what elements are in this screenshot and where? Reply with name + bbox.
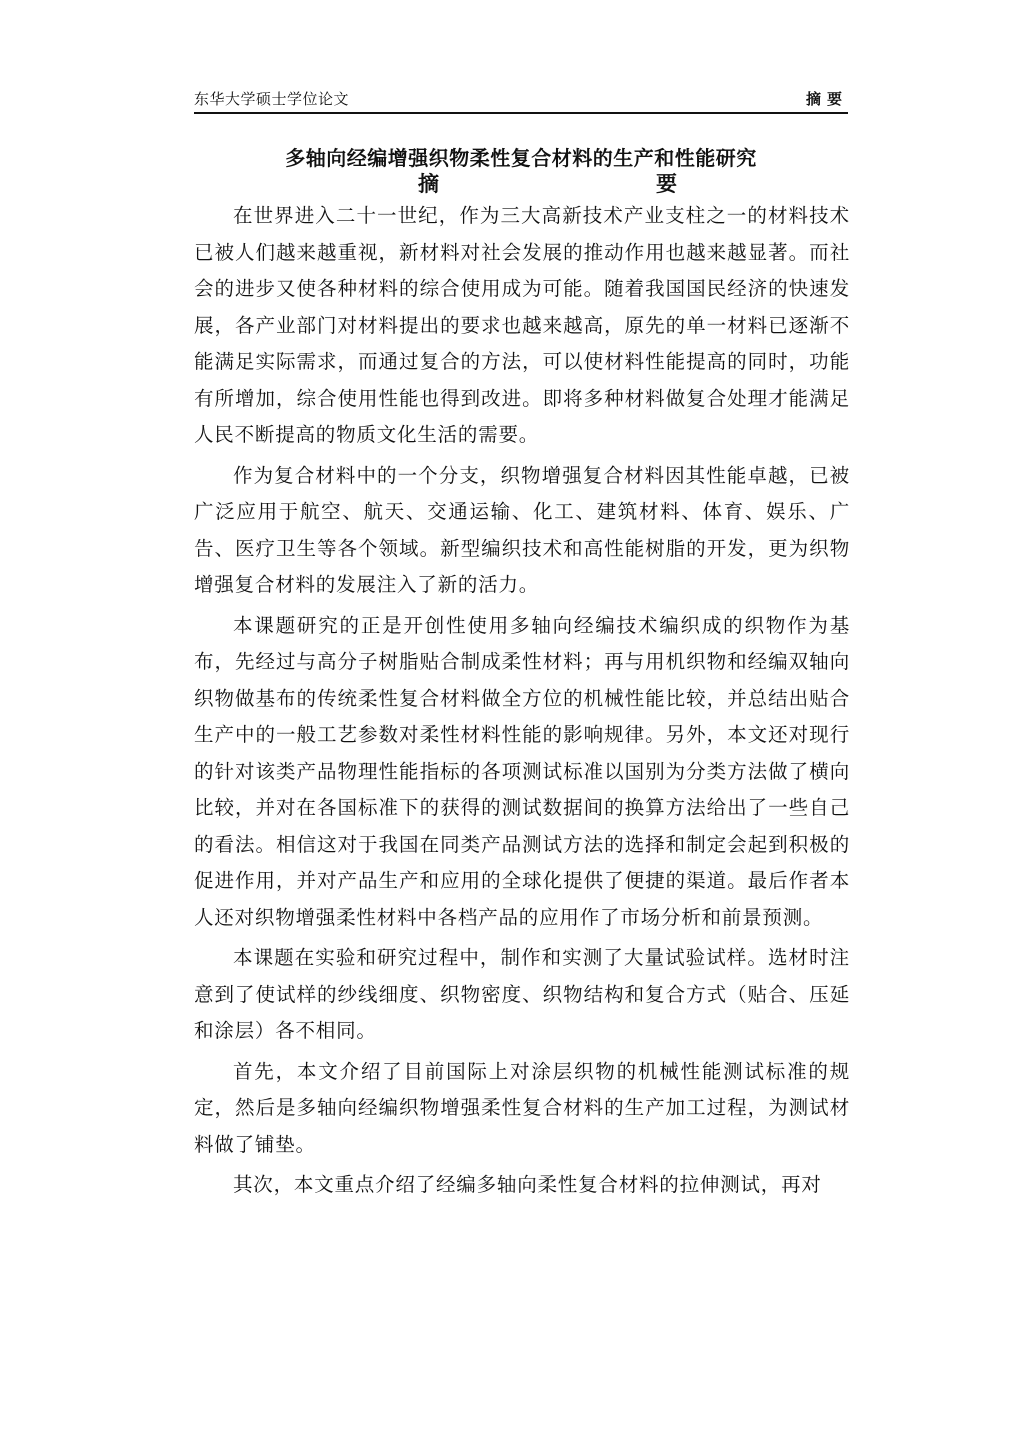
abstract-heading-char-2: 要	[656, 171, 677, 196]
thesis-title: 多轴向经编增强织物柔性复合材料的生产和性能研究	[285, 146, 757, 170]
header-section-name: 摘要	[805, 90, 848, 108]
paragraph: 本课题在实验和研究过程中，制作和实测了大量试验试样。选材时注意到了使试样的纱线细度、织物密度、织物结构和复合方式（贴合、压延和涂层）各不相同。	[194, 946, 850, 1042]
abstract-body	[194, 198, 850, 1208]
paragraph: 作为复合材料中的一个分支，织物增强复合材料因其性能卓越，已被广泛应用于航空、航天、交通运输、化工、建筑材料、体育、娱乐、广告、医疗卫生等各个领域。新型编织技术和高性能树脂的开发，更为织物增强复合材料的发展注入了新的活力。	[194, 463, 850, 596]
running-header	[194, 88, 848, 114]
abstract-heading-char-1: 摘	[418, 171, 439, 196]
paragraph: 本课题研究的正是开创性使用多轴向经编技术编织成的织物作为基布，先经过与高分子树脂贴合制成柔性材料；再与用机织物和经编双轴向织物做基布的传统柔性复合材料做全方位的机械性能比较，并总结出贴合生产中的一般工艺参数对柔性材料性能的影响规律。另外，本文还对现行的针对该类产品物理性能指标的各项测试标准以国别为分类方法做了横向比较，并对在各国标准下的获得的测试数据间的换算方法给出了一些自己的看法。相信这对于我国在同类产品测试方法的选择和制定会起到积极的促进作用，并对产品生产和应用的全球化提供了便捷的渠道。最后作者本人还对织物增强柔性材料中各档产品的应用作了市场分析和前景预测。	[194, 613, 850, 929]
header-university-thesis: 东华大学硕士学位论文	[194, 90, 350, 108]
paragraph: 首先，本文介绍了目前国际上对涂层织物的机械性能测试标准的规定，然后是多轴向经编织物增强柔性复合材料的生产加工过程，为测试材料做了铺垫。	[194, 1059, 850, 1156]
header-rule	[194, 112, 848, 114]
abstract-heading	[194, 168, 848, 198]
paragraph: 在世界进入二十一世纪，作为三大高新技术产业支柱之一的材料技术已被人们越来越重视，新材料对社会发展的推动作用也越来越显著。而社会的进步又使各种材料的综合使用成为可能。随着我国国民经济的快速发展，各产业部门对材料提出的要求也越来越高，原先的单一材料已逐渐不能满足实际需求，而通过复合的方法，可以使材料性能提高的同时，功能有所增加，综合使用性能也得到改进。即将多种材料做复合处理才能满足人民不断提高的物质文化生活的需要。	[194, 204, 850, 446]
paragraph: 其次，本文重点介绍了经编多轴向柔性复合材料的拉伸测试，再对	[233, 1173, 822, 1196]
